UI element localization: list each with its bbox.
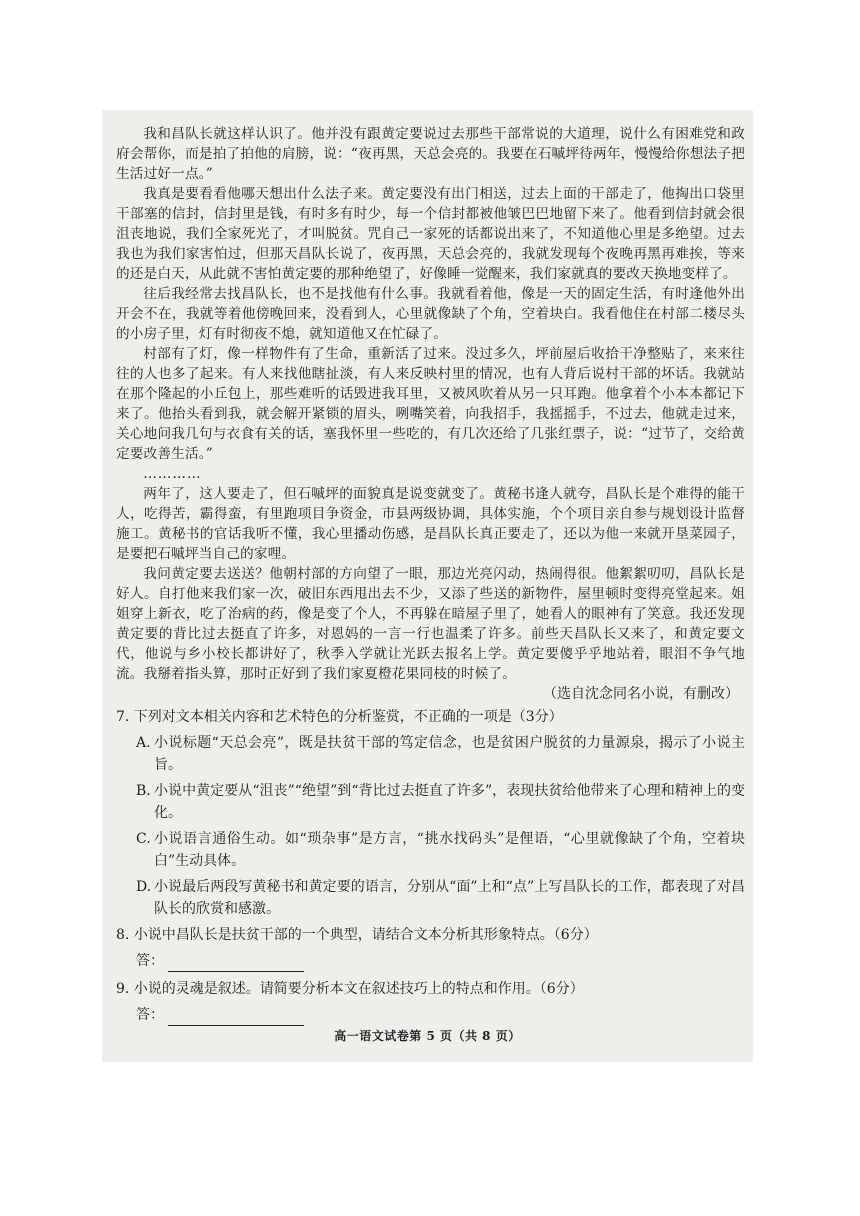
question-7-stem: 7. 下列对文本相关内容和艺术特色的分析鉴赏，不正确的一项是（3分）: [116, 709, 563, 725]
answer-line[interactable]: [168, 957, 304, 972]
story-paragraph-4: 村部有了灯，像一样物件有了生命，重新活了过来。没过多久，坪前屋后收拾干净整贴了，来来往往的人也多了起来。有人来找他瞎扯淡，有人来反映村里的情况，也有人背后说村干部的坏话。我就站在那个隆起的小丘包上，那些难听的话毁进我耳里，又被风吹着从另一只耳跑。他拿着个小本本都记下来了。他抬头看到我，就会解开紧锁的眉头，咧嘴笑着，向我招手，我摇摇手，不过去，他就走过来，关心地问我几句与衣食有关的话，塞我怀里一些吃的，有几次还给了几张红票子，说：“过节了，交给黄定要改善生活。”: [116, 346, 745, 462]
source-note: （选自沈念同名小说，有删改）: [543, 686, 739, 702]
question-7-options: [116, 732, 745, 920]
story-paragraph-5: 两年了，这人要走了，但石嘁坪的面貌真是说变就变了。黄秘书逢人就夸，昌队长是个难得的能干人，吃得苦，霸得蛮，有里跑项目争资金，市县两级协调，具体实施，个个项目亲自参与规划设计监督施工。黄秘书的官话我听不懂，我心里播动伤感，是昌队长真正要走了，还以为他一来就开垦菜园子，是要把石嘁坪当自己的家哩。: [116, 486, 745, 562]
answer-line[interactable]: [168, 1011, 304, 1026]
option-a-text: 小说标题“天总会亮”，既是扶贫干部的笃定信念，也是贫困户脱贫的力量源泉，揭示了小说主旨。: [154, 735, 745, 773]
option-a[interactable]: [136, 732, 745, 776]
story-paragraph-2: 我真是要看看他哪天想出什么法子来。黄定要没有出门相送，过去上面的干部走了，他掏出口袋里干部塞的信封，信封里是钱，有时多有时少，每一个信封都被他皱巴巴地留下来了。他看到信封就会很沮丧地说，我们全家死光了，才叫脱贫。咒自己一家死的话都说出来了，不知道他心里是多绝望。过去我也为我们家害怕过，但那天昌队长说了，夜再黑，天总会亮的，我就发现每个夜晚再黑再难挨，等来的还是白天，从此就不害怕黄定要的那种绝望了，好像睡一觉醒来，我们家就真的要改天换地变样了。: [116, 186, 745, 282]
answer-label: 答：: [136, 953, 164, 969]
story-paragraph-1: 我和昌队长就这样认识了。他并没有跟黄定要说过去那些干部常说的大道理，说什么有困难党和政府会帮你，而是拍了拍他的肩膀，说：“夜再黑，天总会亮的。我要在石嘁坪待两年，慢慢给你想法子把生活过好一点。”: [116, 126, 745, 182]
option-b[interactable]: [136, 780, 745, 824]
option-d-text: 小说最后两段写黄秘书和黄定要的语言，分别从“面”上和“点”上写昌队长的工作，都表现了对昌队长的欣赏和感激。: [154, 879, 745, 917]
story-paragraph-3: 往后我经常去找昌队长，也不是找他有什么事。我就看着他，像是一天的固定生活，有时逢他外出开会不在，我就等着他傍晚回来，没看到人，心里就像缺了个角，空着块白。我看他住在村部二楼尽头的小房子里，灯有时彻夜不熄，就知道他又在忙碌了。: [116, 286, 745, 342]
story-text: [116, 124, 745, 684]
answer-label: 答：: [136, 1007, 164, 1023]
option-c[interactable]: [136, 828, 745, 872]
option-b-text: 小说中黄定要从“沮丧”“绝望”到“背比过去挺直了许多”，表现扶贫给他带来了心理和精神上的变化。: [154, 783, 745, 821]
option-c-key: C.: [136, 831, 151, 847]
option-b-key: B.: [136, 783, 151, 799]
question-8-stem: 8. 小说中昌队长是扶贫干部的一个典型，请结合文本分析其形象特点。（6分）: [116, 927, 598, 943]
question-9-answer: [136, 1004, 745, 1026]
question-8-answer: [136, 950, 745, 972]
question-8: [116, 924, 745, 972]
option-d-key: D.: [136, 879, 152, 895]
ellipsis-divider: …………: [143, 466, 202, 482]
page-footer: 高一语文试卷第 5 页（共 8 页）: [334, 1029, 521, 1043]
option-d[interactable]: [136, 876, 745, 920]
story-paragraph-6: 我问黄定要去送送？他朝村部的方向望了一眼，那边光亮闪动，热闹得很。他絮絮叨叨，昌队长是好人。自打他来我们家一次，破旧东西甩出去不少，又添了些送的新物件，屋里顿时变得亮堂起来。姐姐穿上新衣，吃了治病的药，像是变了个人，不再躲在暗屋子里了，她看人的眼神有了笑意。我还发现黄定要的背比过去挺直了许多，对恩妈的一言一行也温柔了许多。前些天昌队长又来了，和黄定要文代，他说与乡小校长都讲好了，秋季入学就让光跃去报名上学。黄定要傻乎乎地站着，眼泪不争气地流。我掰着指头算，那时正好到了我们家夏橙花果同枝的时候了。: [116, 566, 745, 682]
question-9: [116, 978, 745, 1026]
option-a-key: A.: [136, 735, 151, 751]
question-9-stem: 9. 小说的灵魂是叙述。请简要分析本文在叙述技巧上的特点和作用。（6分）: [116, 981, 584, 997]
question-7: [116, 706, 745, 920]
option-c-text: 小说语言通俗生动。如“琐杂事”是方言，“挑水找码头”是俚语，“心里就像缺了个角，空着块白”生动具体。: [154, 831, 745, 869]
exam-page: [102, 110, 753, 1062]
